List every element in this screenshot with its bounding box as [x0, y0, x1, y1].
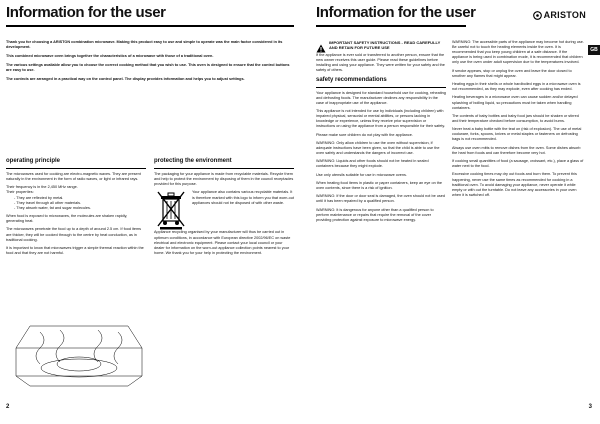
page-title: Information for the user [316, 4, 476, 21]
body-paragraph: The microwaves penetrate the food up to a depth of around 2.5 cm. If food items are thicker, they will be cooked through to the centre by heat conduction, as in traditional cooking. [6, 227, 142, 242]
header-rule [6, 25, 294, 27]
list-item: - They are reflected by metal. [14, 196, 146, 201]
intro-paragraph: The various settings available allow you to choose the correct cooking method that you wish to use. This oven is designed to ensure that the control buttons are easy to use. [6, 62, 290, 72]
body-paragraph: Their properties: [6, 190, 34, 195]
intro-paragraph: This combined microwave oven brings together the characteristics of a microwave with those of a traditional oven. [6, 54, 214, 58]
body-paragraph: Never heat a baby bottle with the teat on (risk of explosion). The use of metal cookware, forks, spoons, knives or metal staples or fasteners on defrosting bags is not recommended. [452, 127, 582, 142]
body-paragraph: If cooking small quantities of food (a sausage, croissant, etc.), place a glass of water next to the food. [452, 159, 584, 169]
intro-text [6, 40, 294, 85]
brand-mark-icon [533, 11, 542, 20]
body-paragraph: WARNING: If the door or door seal is damaged, the oven should not be used until it has been repaired by a qualified person. [316, 194, 446, 204]
body-paragraph: Their frequency is in the 2,450 MHz range. [6, 185, 78, 190]
body-paragraph: The microwaves used for cooking are electro-magnetic waves. They are present naturally in the environment in the form of radio waves, or light or infrared rays. [6, 172, 141, 182]
list-item: - They travel through all other materials. [14, 201, 146, 206]
header-rule [316, 25, 466, 27]
operating-principle-section [6, 158, 146, 259]
body-paragraph: Your appliance also contains various recyclable materials. It is therefore marked with this logo to inform you that worn-out appliances should not be disposed of with other waste. [192, 190, 294, 205]
brand-name: ARISTON [543, 10, 586, 20]
warning-triangle-icon [316, 40, 326, 49]
section-rule [316, 87, 446, 88]
body-paragraph: The packaging for your appliance is made from recyclable materials. Recycle them and help to protect the environment by disposing of them in the council receptacles provided for this purpose. [154, 172, 294, 187]
properties-list [14, 196, 146, 211]
body-paragraph: The contents of baby bottles and baby food jars should be shaken or stirred and their temperature checked before consumption, to avoid burns. [452, 113, 579, 123]
safety-column-2 [452, 40, 584, 201]
language-tab: GB [588, 45, 600, 55]
warning-heading: IMPORTANT SAFETY INSTRUCTIONS - READ CAREFULLY AND RETAIN FOR FUTURE USE [329, 40, 441, 50]
body-paragraph: Excessive cooking times may dry out foods and burn them. To prevent this happening, never use the same times as recommended for cooking in a traditional oven. To avoid damaging your appliance, never operate it while empty or with out the turntable. Do not leave any accessories in your oven when it is switched off. [452, 172, 577, 197]
body-paragraph: Always use oven mitts to remove dishes from the oven. Some dishes absorb the heat from foods and can therefore become very hot. [452, 145, 581, 155]
body-paragraph: Appliance recycling organised by your manufacturer will thus be carried out in optimum conditions, in accordance with European directive 2002/96/EC on waste electrical and electronic equipment. Please contact your local council or your dealer for information on the worn-out appliance collection points nearest to your home. We thank you for your help in protecting the environment. [154, 230, 291, 255]
intro-paragraph: The controls are arranged in a practical way on the control panel. The display provides information and helps you to adjust settings. [6, 76, 245, 81]
right-page [300, 0, 600, 424]
page-number: 2 [6, 404, 10, 410]
body-paragraph: This appliance is not intended for use by individuals (including children) with impaired physical, sensorial or mental abilities, or persons lacking in knowledge or experience, unless they receive prior supervision or instructions on using the appliance from a person responsible for their safety. [316, 109, 446, 129]
section-heading: operating principle [6, 158, 61, 164]
body-paragraph: If smoke appears, stop or unplug the oven and leave the door closed to smother any flames that might appear. [452, 68, 572, 78]
warning-header [316, 40, 446, 50]
list-item: - They absorb water, fat and sugar molecules. [14, 206, 146, 211]
section-rule [6, 168, 146, 169]
protecting-environment-section [154, 158, 294, 259]
body-paragraph: Your appliance is designed for standard household use for cooking, reheating and defrosting foods. The manufacturer declines any responsibility in the case of inappropriate use of the appliance. [316, 90, 446, 105]
body-paragraph: Heating beverages in a microwave oven can cause sudden and/or delayed splashing of boiling liquid, so precautions must be taken when handling containers. [452, 95, 578, 110]
body-paragraph: When food is exposed to microwaves, the molecules are shaken rapidly, generating heat. [6, 214, 128, 224]
body-paragraph: Use only utensils suitable for use in microwave ovens. [316, 172, 407, 177]
body-paragraph: Please make sure children do not play with the appliance. [316, 132, 413, 137]
body-paragraph: If the appliance is ever sold or transferred to another person, ensure that the new owner receives this user guide. Please read these guidelines before installing and using your appliance. They were written for your safety and the safety of others. [316, 53, 445, 73]
body-paragraph: WARNING: Only allow children to use the oven without supervision, if adequate instructions have been given, so that the child is able to use the oven safely and understands the dangers of incorrect use. [316, 140, 440, 156]
body-paragraph: It is important to know that microwaves trigger a simple thermal reaction within the food and that they are not harmful. [6, 245, 144, 255]
section-rule [154, 168, 294, 169]
brand-logo [533, 10, 586, 20]
safety-column-1 [316, 40, 446, 226]
body-paragraph: WARNING: Liquids and other foods should not be heated in sealed containers because they might explode. [316, 159, 429, 169]
page-number: 3 [588, 404, 592, 410]
body-paragraph: WARNING: The accessible parts of the appliance may become hot during use. Be careful not to touch the heating elements inside the oven. It is recommended that you keep young children at a safe distance. If the appliance is being used in combination mode, it is recommended that children only use the oven under adult supervision due to the temperatures involved. [452, 40, 584, 65]
crossed-bin-icon [154, 190, 188, 230]
microwave-waves-illustration [10, 318, 148, 388]
body-paragraph: WARNING: It is dangerous for anyone other than a qualified person to perform maintenance or repairs that require the removal of the cover providing protection against exposure to microwave energy. [316, 207, 434, 222]
intro-paragraph: Thank you for choosing a ARISTON combination microwave. Making this product easy to use and simple to operate was the main factor considered in its development. [6, 40, 283, 50]
page-title: Information for the user [6, 4, 166, 21]
body-paragraph: When heating food items in plastic or paper containers, keep an eye on the oven contents, since there is a risk of ignition. [316, 181, 443, 191]
section-heading: safety recommendations [316, 76, 387, 83]
body-paragraph: Heating eggs in their shells or whole hardboiled eggs in a microwave oven is not recommended, as they may explode, even after cooking has ended. [452, 82, 581, 92]
section-heading: protecting the environment [154, 158, 232, 164]
